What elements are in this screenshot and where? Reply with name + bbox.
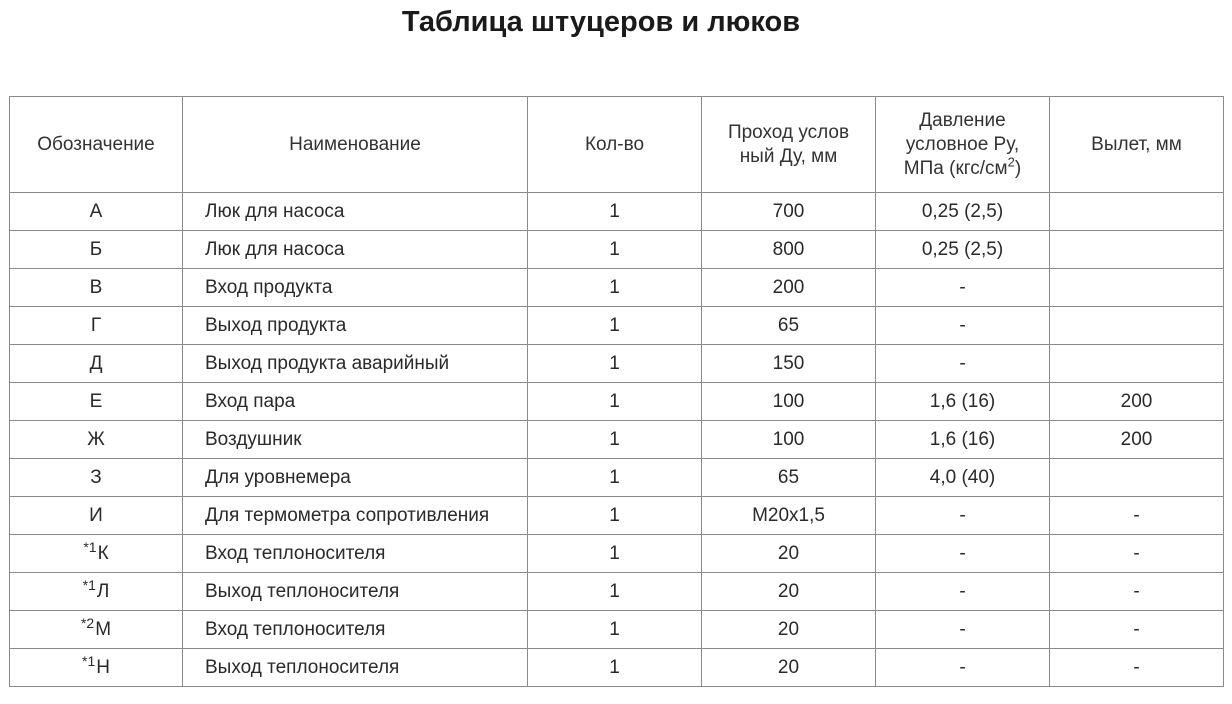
overhang-cell [1050, 345, 1224, 383]
quantity-cell: 1 [528, 421, 702, 459]
footnote-marker: *1 [82, 576, 96, 593]
passage-cell: 150 [702, 345, 876, 383]
designation-cell [10, 421, 183, 459]
name-cell: Вход продукта [183, 269, 528, 307]
designation-cell [10, 649, 183, 687]
overhang-cell: 200 [1050, 421, 1224, 459]
name-cell: Для уровнемера [183, 459, 528, 497]
passage-cell: 20 [702, 649, 876, 687]
table-row [10, 497, 1224, 535]
header-pressure [876, 97, 1050, 193]
passage-cell: 800 [702, 231, 876, 269]
header-name: Наименование [183, 97, 528, 193]
passage-cell: 20 [702, 535, 876, 573]
quantity-cell: 1 [528, 193, 702, 231]
header-pressure-line-2: условное Ру, [905, 133, 1020, 155]
passage-cell: 65 [702, 459, 876, 497]
designation-letter: В [89, 276, 103, 298]
designation-letter: И [89, 504, 103, 526]
designation-cell [10, 611, 183, 649]
designation-cell [10, 535, 183, 573]
header-pressure-line-3 [876, 154, 1049, 181]
table-row [10, 269, 1224, 307]
table-row [10, 307, 1224, 345]
footnote-marker: *1 [82, 652, 96, 669]
quantity-cell: 1 [528, 611, 702, 649]
passage-cell: 20 [702, 573, 876, 611]
name-cell: Воздушник [183, 421, 528, 459]
footnote-marker: *2 [80, 614, 95, 631]
designation-letter: М [95, 618, 112, 640]
pressure-cell: - [876, 573, 1050, 611]
overhang-cell [1050, 307, 1224, 345]
designation-letter: Н [96, 656, 110, 678]
pressure-cell: - [876, 269, 1050, 307]
pressure-cell: 4,0 (40) [876, 459, 1050, 497]
name-cell: Люк для насоса [183, 231, 528, 269]
pressure-cell: 0,25 (2,5) [876, 193, 1050, 231]
header-passage-line-1: Проход услов [727, 121, 850, 143]
header-pressure-line-1: Давление [919, 109, 1006, 131]
pressure-cell: 1,6 (16) [876, 421, 1050, 459]
nozzle-table [9, 96, 1224, 687]
table-row [10, 421, 1224, 459]
overhang-cell: 200 [1050, 383, 1224, 421]
designation-cell [10, 573, 183, 611]
pressure-cell: - [876, 535, 1050, 573]
designation-letter: Е [89, 390, 103, 412]
table-row [10, 231, 1224, 269]
table-row [10, 383, 1224, 421]
name-cell: Выход продукта аварийный [183, 345, 528, 383]
designation-cell [10, 231, 183, 269]
designation-cell [10, 497, 183, 535]
quantity-cell: 1 [528, 459, 702, 497]
designation-cell [10, 459, 183, 497]
designation-letter: К [97, 542, 109, 564]
designation-letter: Ж [87, 428, 105, 450]
quantity-cell: 1 [528, 345, 702, 383]
name-cell: Выход теплоносителя [183, 573, 528, 611]
pressure-cell: - [876, 345, 1050, 383]
table-row [10, 459, 1224, 497]
quantity-cell: 1 [528, 649, 702, 687]
header-pressure-close: ) [1014, 157, 1022, 179]
page-title: Таблица штуцеров и люков [401, 6, 801, 38]
pressure-cell: 1,6 (16) [876, 383, 1050, 421]
table-row [10, 345, 1224, 383]
passage-cell: 700 [702, 193, 876, 231]
quantity-cell: 1 [528, 269, 702, 307]
pressure-cell: - [876, 307, 1050, 345]
quantity-cell: 1 [528, 497, 702, 535]
table-row [10, 535, 1224, 573]
table-body [10, 193, 1224, 687]
table-row [10, 573, 1224, 611]
quantity-cell: 1 [528, 383, 702, 421]
designation-cell [10, 193, 183, 231]
passage-cell: 65 [702, 307, 876, 345]
designation-cell [10, 307, 183, 345]
header-designation: Обозначение [10, 97, 183, 193]
designation-cell [10, 383, 183, 421]
table-header-row [10, 97, 1224, 193]
header-passage [702, 97, 876, 193]
overhang-cell: - [1050, 611, 1224, 649]
footnote-marker: *1 [83, 538, 97, 555]
name-cell: Выход продукта [183, 307, 528, 345]
name-cell: Люк для насоса [183, 193, 528, 231]
pressure-cell: - [876, 611, 1050, 649]
header-pressure-exponent: 2 [1007, 154, 1015, 170]
header-overhang: Вылет, мм [1050, 97, 1224, 193]
pressure-cell: - [876, 649, 1050, 687]
designation-cell [10, 269, 183, 307]
passage-cell: 200 [702, 269, 876, 307]
passage-cell: М20х1,5 [702, 497, 876, 535]
overhang-cell [1050, 269, 1224, 307]
name-cell: Вход пара [183, 383, 528, 421]
pressure-cell: 0,25 (2,5) [876, 231, 1050, 269]
pressure-cell: - [876, 497, 1050, 535]
designation-cell [10, 345, 183, 383]
overhang-cell [1050, 231, 1224, 269]
passage-cell: 100 [702, 421, 876, 459]
passage-cell: 20 [702, 611, 876, 649]
name-cell: Вход теплоносителя [183, 535, 528, 573]
overhang-cell: - [1050, 535, 1224, 573]
designation-letter: Б [89, 238, 103, 260]
table-row [10, 649, 1224, 687]
name-cell: Выход теплоносителя [183, 649, 528, 687]
table-row [10, 611, 1224, 649]
quantity-cell: 1 [528, 307, 702, 345]
designation-letter: А [89, 200, 103, 222]
header-passage-line-2: ный Ду, мм [739, 145, 838, 167]
overhang-cell [1050, 459, 1224, 497]
passage-cell: 100 [702, 383, 876, 421]
overhang-cell: - [1050, 573, 1224, 611]
header-pressure-unit: МПа (кгс/см [903, 157, 1008, 179]
name-cell: Для термометра сопротивления [183, 497, 528, 535]
quantity-cell: 1 [528, 535, 702, 573]
designation-letter: Д [89, 352, 103, 374]
overhang-cell: - [1050, 497, 1224, 535]
header-quantity: Кол-во [528, 97, 702, 193]
name-cell: Вход теплоносителя [183, 611, 528, 649]
designation-letter: Г [90, 314, 102, 336]
quantity-cell: 1 [528, 231, 702, 269]
designation-letter: З [90, 466, 102, 488]
quantity-cell: 1 [528, 573, 702, 611]
table-row [10, 193, 1224, 231]
overhang-cell: - [1050, 649, 1224, 687]
designation-letter: Л [96, 580, 110, 602]
overhang-cell [1050, 193, 1224, 231]
